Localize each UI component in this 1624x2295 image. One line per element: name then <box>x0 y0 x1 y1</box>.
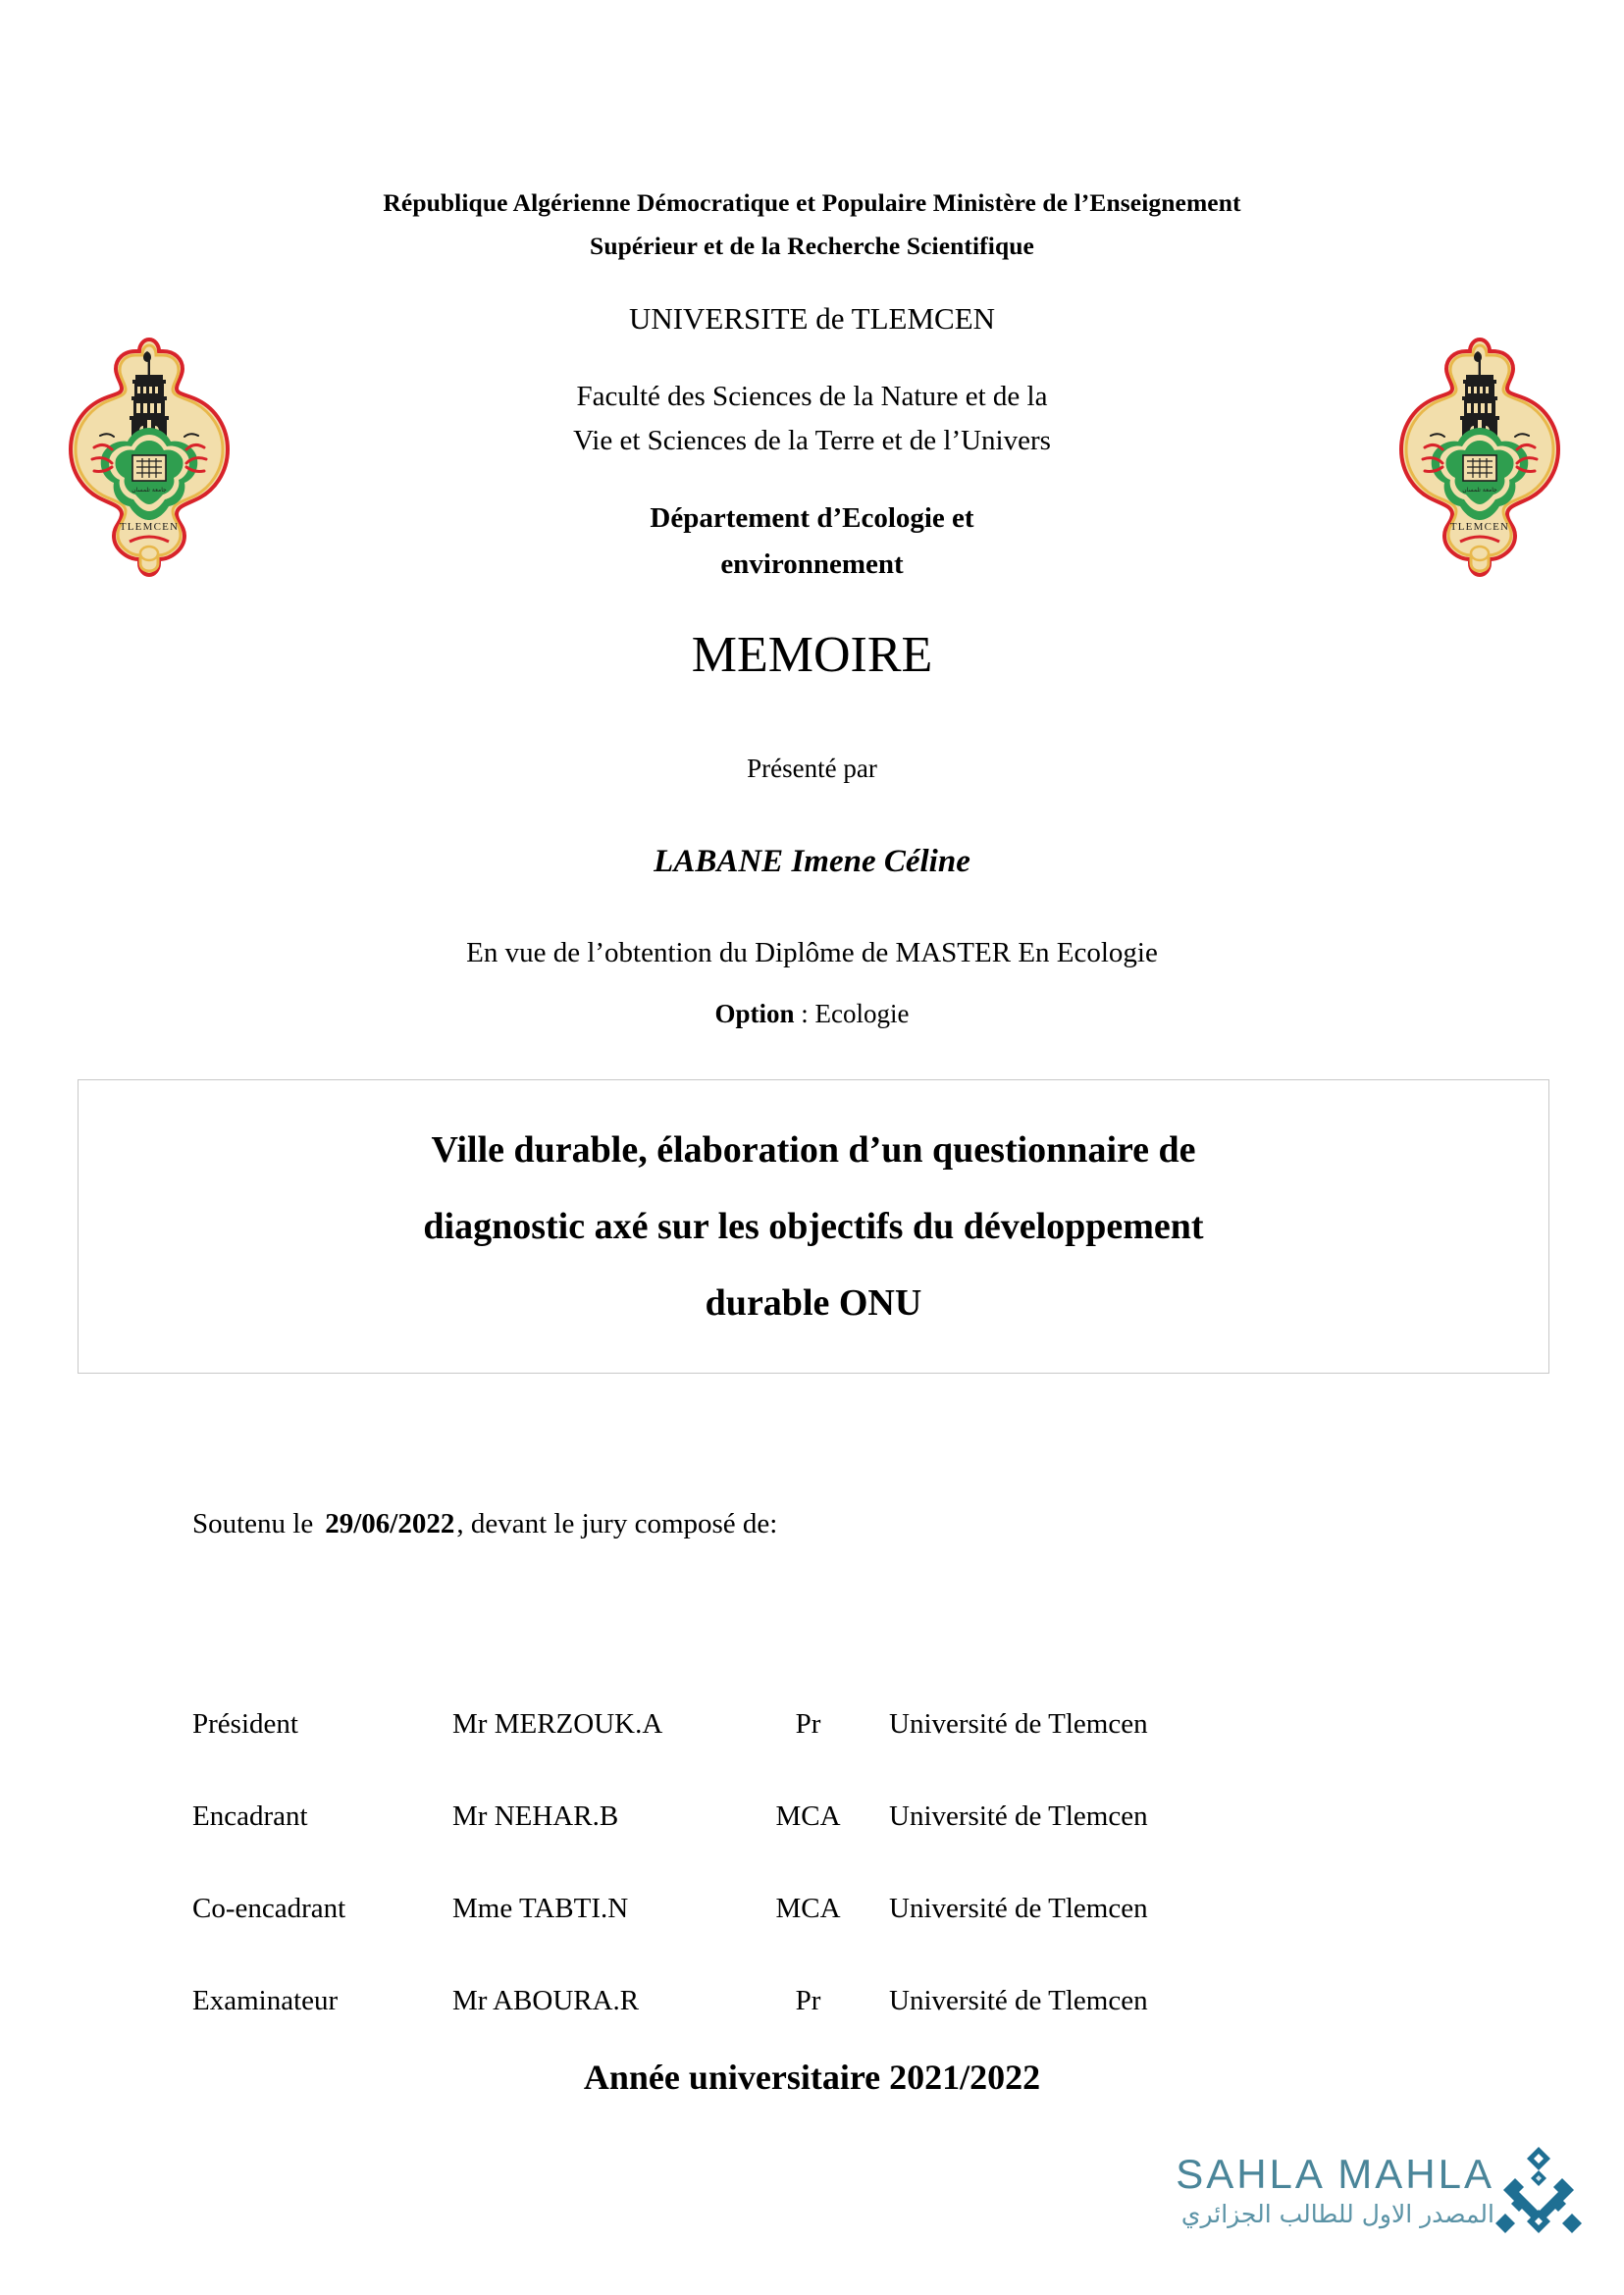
presented-by-label: Présenté par <box>747 754 877 783</box>
ministry-header <box>250 182 1374 268</box>
jury-institution: Université de Tlemcen <box>889 1984 1148 2016</box>
jury-role: Examinateur <box>192 1984 339 2016</box>
jury-grade: Pr <box>795 1707 821 1740</box>
sahla-mahla-text <box>1126 2151 1494 2231</box>
table-row <box>192 1678 1399 1770</box>
department-line-2: environnement <box>720 548 904 580</box>
sahla-mahla-latin-text: SAHLA MAHLA <box>1176 2151 1494 2197</box>
svg-text:TLEMCEN: TLEMCEN <box>1449 521 1510 533</box>
author-name: LABANE Imene Céline <box>654 844 970 879</box>
jury-member-name: Mr NEHAR.B <box>452 1799 619 1832</box>
thesis-title-line-3: durable ONU <box>705 1282 922 1324</box>
thesis-title-line-1: Ville durable, élaboration d’un questionnaire de <box>431 1129 1196 1171</box>
university-emblem-left <box>61 334 237 579</box>
faculty-name <box>250 375 1374 463</box>
table-row <box>192 1955 1399 2047</box>
table-row <box>192 1770 1399 1862</box>
defense-suffix: , devant le jury composé de: <box>456 1508 778 1539</box>
university-emblem-right <box>1391 334 1568 579</box>
jury-institution: Université de Tlemcen <box>889 1799 1148 1832</box>
document-type: MEMOIRE <box>691 627 933 683</box>
thesis-title-box <box>78 1079 1549 1374</box>
faculty-line-2: Vie et Sciences de la Terre et de l’Univers <box>573 425 1051 456</box>
department-name <box>250 496 1374 588</box>
ministry-line-1: République Algérienne Démocratique et Populaire Ministère de l’Enseignement <box>383 188 1241 217</box>
jury-role: Président <box>192 1707 298 1740</box>
svg-text:جامعة تلمسان: جامعة تلمسان <box>1462 487 1497 494</box>
department-line-1: Département d’Ecologie et <box>650 502 974 534</box>
svg-text:TLEMCEN: TLEMCEN <box>119 521 180 533</box>
svg-text:جامعة تلمسان: جامعة تلمسان <box>131 487 167 494</box>
ministry-line-2: Supérieur et de la Recherche Scientifique <box>590 232 1034 260</box>
jury-member-name: Mr ABOURA.R <box>452 1984 640 2016</box>
degree-line: En vue de l’obtention du Diplôme de MASTER En Ecologie <box>466 937 1158 968</box>
thesis-title-line-2: diagnostic axé sur les objectifs du développement <box>423 1206 1204 1247</box>
faculty-line-1: Faculté des Sciences de la Nature et de la <box>576 381 1048 412</box>
sahla-mahla-logo-icon <box>1490 2145 1588 2247</box>
jury-institution: Université de Tlemcen <box>889 1707 1148 1740</box>
jury-table <box>192 1678 1399 2047</box>
jury-grade: Pr <box>795 1984 821 2016</box>
option-line <box>250 999 1374 1029</box>
jury-grade: MCA <box>775 1892 841 1924</box>
defense-prefix: Soutenu le <box>192 1508 314 1539</box>
defense-date: 29/06/2022 <box>325 1508 455 1539</box>
academic-year: Année universitaire 2021/2022 <box>583 2058 1041 2097</box>
sahla-mahla-watermark <box>1126 2151 1588 2259</box>
option-separator: : <box>794 999 815 1028</box>
jury-grade: MCA <box>775 1799 841 1832</box>
university-name: UNIVERSITE de TLEMCEN <box>628 301 996 336</box>
defense-line <box>192 1508 777 1540</box>
jury-member-name: Mr MERZOUK.A <box>452 1707 663 1740</box>
option-label: Option <box>714 999 795 1028</box>
jury-role: Encadrant <box>192 1799 308 1832</box>
table-row <box>192 1862 1399 1955</box>
sahla-mahla-arabic-text: المصدر الاول للطالب الجزائري <box>1180 2200 1494 2228</box>
jury-institution: Université de Tlemcen <box>889 1892 1148 1924</box>
jury-member-name: Mme TABTI.N <box>452 1892 629 1924</box>
option-value: Ecologie <box>814 999 910 1028</box>
jury-role: Co-encadrant <box>192 1892 346 1924</box>
